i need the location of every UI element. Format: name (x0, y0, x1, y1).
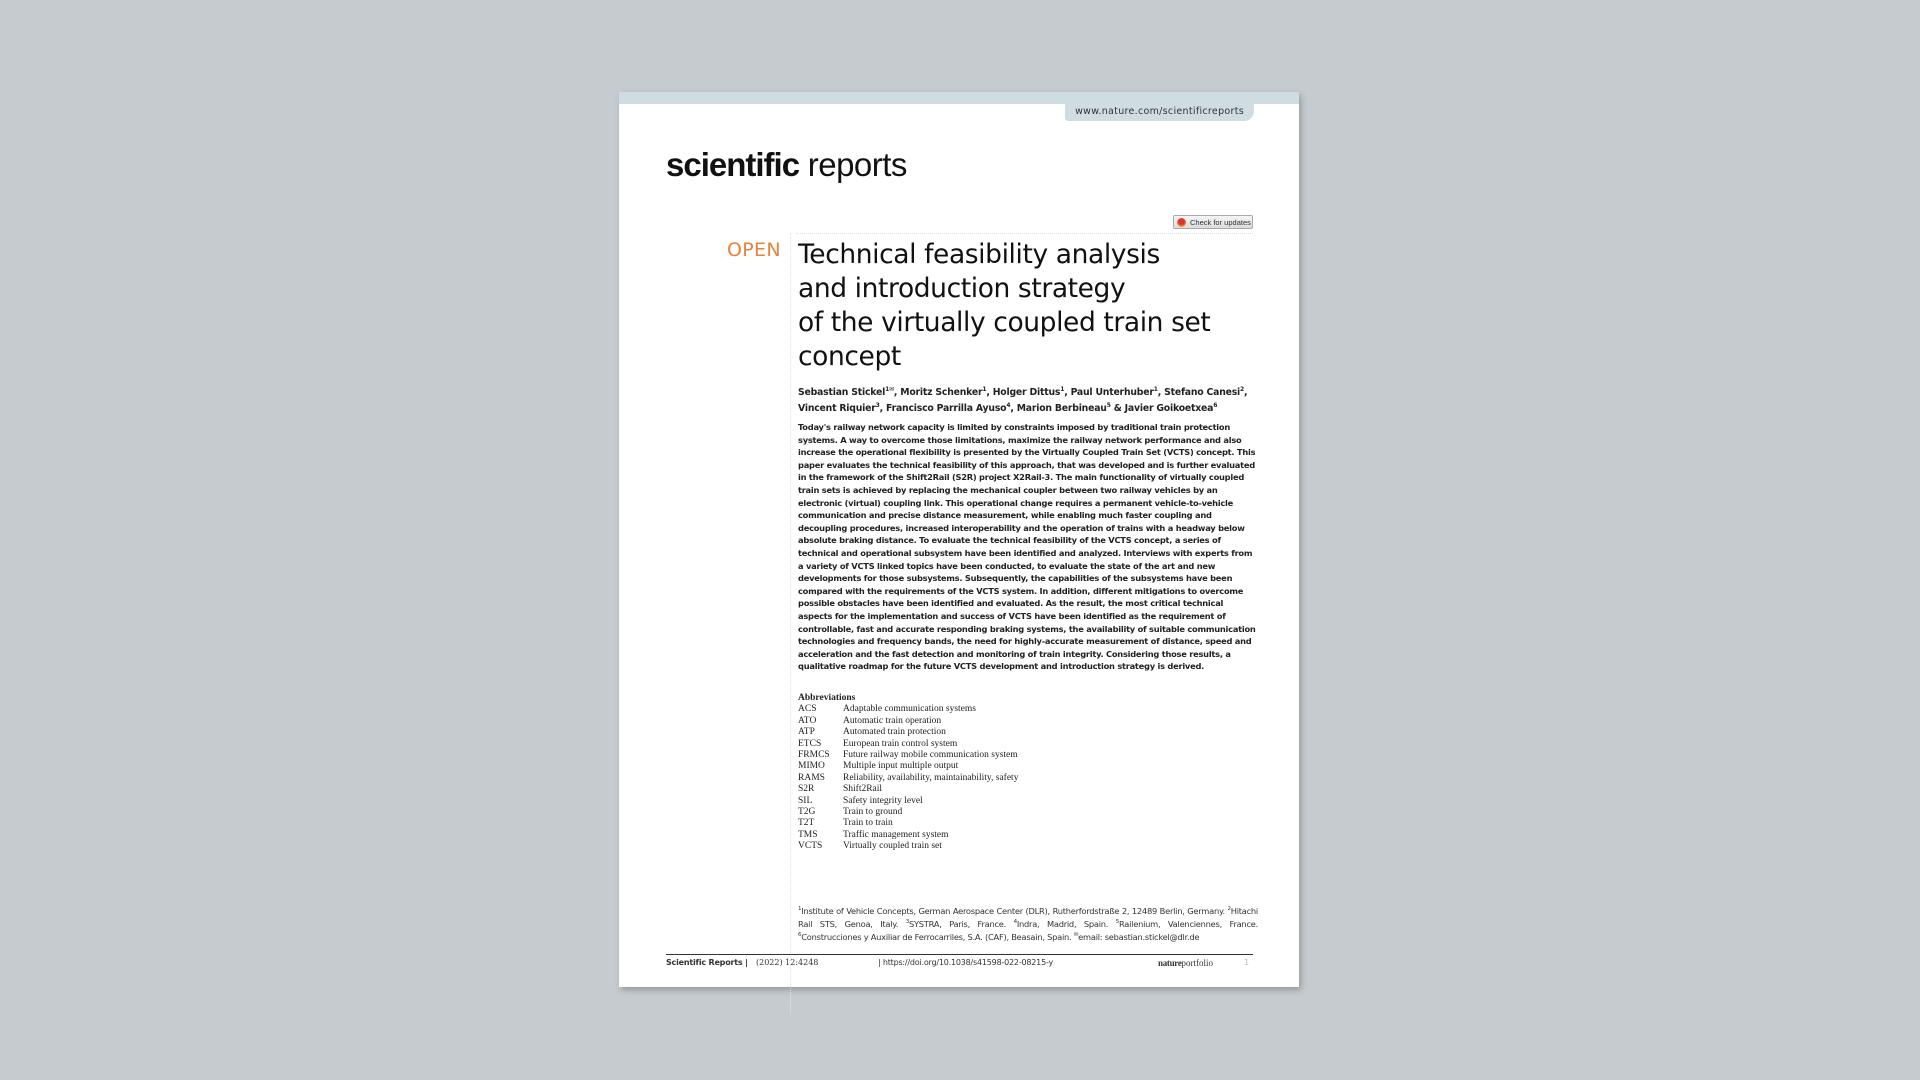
vertical-dotted-divider (790, 233, 791, 1013)
author-name[interactable]: Sebastian Stickel (798, 387, 886, 399)
document-page (619, 92, 1299, 987)
author-name[interactable]: Javier Goikoetxea (1124, 403, 1214, 415)
footer-journal: Scientific Reports | (666, 958, 748, 967)
author-affiliation: 5 (1106, 402, 1111, 410)
abbreviation-row: T2T Train to train (798, 818, 893, 829)
author-affiliation: 1 (982, 386, 987, 393)
abbreviations-section (798, 693, 1098, 853)
abbreviation-row: ACS Adaptable communication systems (798, 704, 976, 715)
header-band (619, 92, 1299, 104)
journal-url-tab[interactable]: www.nature.com/scientificreports (1065, 104, 1254, 121)
corresponding-email[interactable]: email: sebastian.stickel@dlr.de (1078, 931, 1200, 942)
abbreviation-row: S2R Shift2Rail (798, 784, 883, 795)
author-name[interactable]: Holger Dittus (992, 387, 1061, 399)
abbreviation-row: RAMS Reliability, availability, maintainability, safety (798, 772, 1019, 783)
nature-portfolio-logo: natureportfolio (1158, 958, 1214, 968)
author-affiliation: 3 (875, 402, 880, 410)
author-name[interactable]: Moritz Schenker (900, 387, 983, 399)
author-affiliation: 2 (1240, 386, 1245, 393)
logo-regular-part: reports (799, 146, 907, 183)
author-affiliation: 4 (1006, 402, 1011, 410)
author-name[interactable]: Francisco Parrilla Ayuso (886, 403, 1007, 415)
title-line: and introduction strategy (798, 273, 1126, 304)
email-icon: ✉ (1073, 931, 1079, 938)
author-affiliation: 1✉ (885, 386, 894, 393)
affiliations: $^1$Institute of Vehicle Concepts, German Aerospace Center (DLR), Rutherfordstraße 2, 12489 Berlin, Germany. $^2$Hitachi Rail STS, Genoa, Italy. $^3$SYSTRA, Paris, France. $^4$Indra, Madrid, Spain. $^5$Railenium, Valenciennes, France. $^6$Construcciones y Auxiliar de Ferrocarriles, S.A. (CAF), Beasain, Spain. ✉email: sebastian.stickel@dlr.de (798, 905, 1258, 942)
abbreviation-row: SIL Safety integrity level (798, 795, 923, 806)
footer-divider (666, 954, 1253, 955)
abbreviation-row: VCTS Virtually coupled train set (798, 841, 942, 852)
abbreviation-row: FRMCS Future railway mobile communication system (798, 750, 1018, 761)
title-line: of the virtually coupled train set (798, 307, 1211, 338)
logo-bold-part: scientific (666, 146, 800, 183)
abbreviation-row: TMS Traffic management system (798, 829, 949, 840)
horizontal-dotted-divider (796, 233, 1253, 234)
abbreviation-row: MIMO Multiple input multiple output (798, 761, 959, 772)
author-name[interactable]: Paul Unterhuber (1070, 387, 1154, 399)
check-for-updates-button[interactable] (1173, 215, 1253, 229)
abbreviation-row: T2G Train to ground (798, 807, 903, 818)
author-name[interactable]: Marion Berbineau (1016, 403, 1107, 415)
page-footer (666, 958, 1253, 972)
journal-logo (666, 146, 907, 184)
title-line: Technical feasibility analysis (798, 239, 1160, 270)
footer-doi-link[interactable]: | https://doi.org/10.1038/s41598-022-08215-y (878, 958, 1054, 967)
author-name[interactable]: Stefano Canesi (1164, 387, 1241, 399)
title-line: concept (798, 341, 901, 372)
article-title (798, 238, 1253, 374)
abstract: Today's railway network capacity is limited by constraints imposed by traditional train protection systems. A way to overcome those limitations, maximize the railway network performance and also increase the operational flexibility is presented by the Virtually Coupled Train Set (VCTS) concept. This paper evaluates the technical feasibility of this approach, that was developed and is further evaluated in the framework of the Shift2Rail (S2R) project X2Rail-3. The main functionality of virtually coupled train sets is achieved by replacing the mechanical coupler between two railway vehicles by an electronic (virtual) coupling link. This operational change requires a permanent vehicle-to-vehicle communication and precise distance measurement, while enabling much faster coupling and decoupling procedures, increased interoperability and the operation of trains with a headway below absolute braking distance. To evaluate the technical feasibility of the VCTS concept, a series of technical and operational subsystem have been identified and analyzed. Interviews with experts from a variety of VCTS linked topics have been conducted, to evaluate the state of the art and new developments for those subsystems. Subsequently, the capabilities of the subsystems have been compared with the requirements of the VCTS system. In addition, different mitigations to overcome possible obstacles have been identified and evaluated. As the result, the most critical technical aspects for the implementation and success of VCTS have been identified as the requirement of controllable, fast and accurate responding braking systems, the availability of suitable communication technologies and frequency bands, the need for highly-accurate measurement of distance, speed and acceleration and the fast detection and monitoring of train integrity. Considering those results, a qualitative roadmap for the future VCTS development and introduction strategy is derived. (798, 422, 1256, 672)
abbreviation-row: ATP Automated train protection (798, 727, 946, 738)
footer-citation: (2022) 12:4248 (756, 958, 819, 967)
author-list: Sebastian Stickel$^{1✉}$, Moritz Schenker$^1$, Holger Dittus$^1$, Paul Unterhuber$^1$, Stefano Canesi$^2$, Vincent Riquier$^3$, Francisco Parrilla Ayuso$^4$, Marion Berbineau$^5$ & Javier Goikoetxea$^6$ (798, 386, 1248, 415)
abbreviation-row: ATO Automatic train operation (798, 715, 942, 726)
author-name[interactable]: Vincent Riquier (798, 403, 876, 415)
author-affiliation: 1 (1153, 386, 1158, 393)
page-number: 1 (1244, 958, 1250, 967)
open-access-label: OPEN (727, 239, 781, 261)
crossmark-icon (1177, 218, 1186, 227)
abbreviation-row: ETCS European train control system (798, 738, 958, 749)
author-affiliation: 6 (1213, 402, 1218, 410)
check-for-updates-label: Check for updates (1190, 217, 1251, 227)
author-affiliation: 1 (1060, 386, 1065, 393)
abbreviations-heading: Abbreviations (798, 693, 856, 703)
